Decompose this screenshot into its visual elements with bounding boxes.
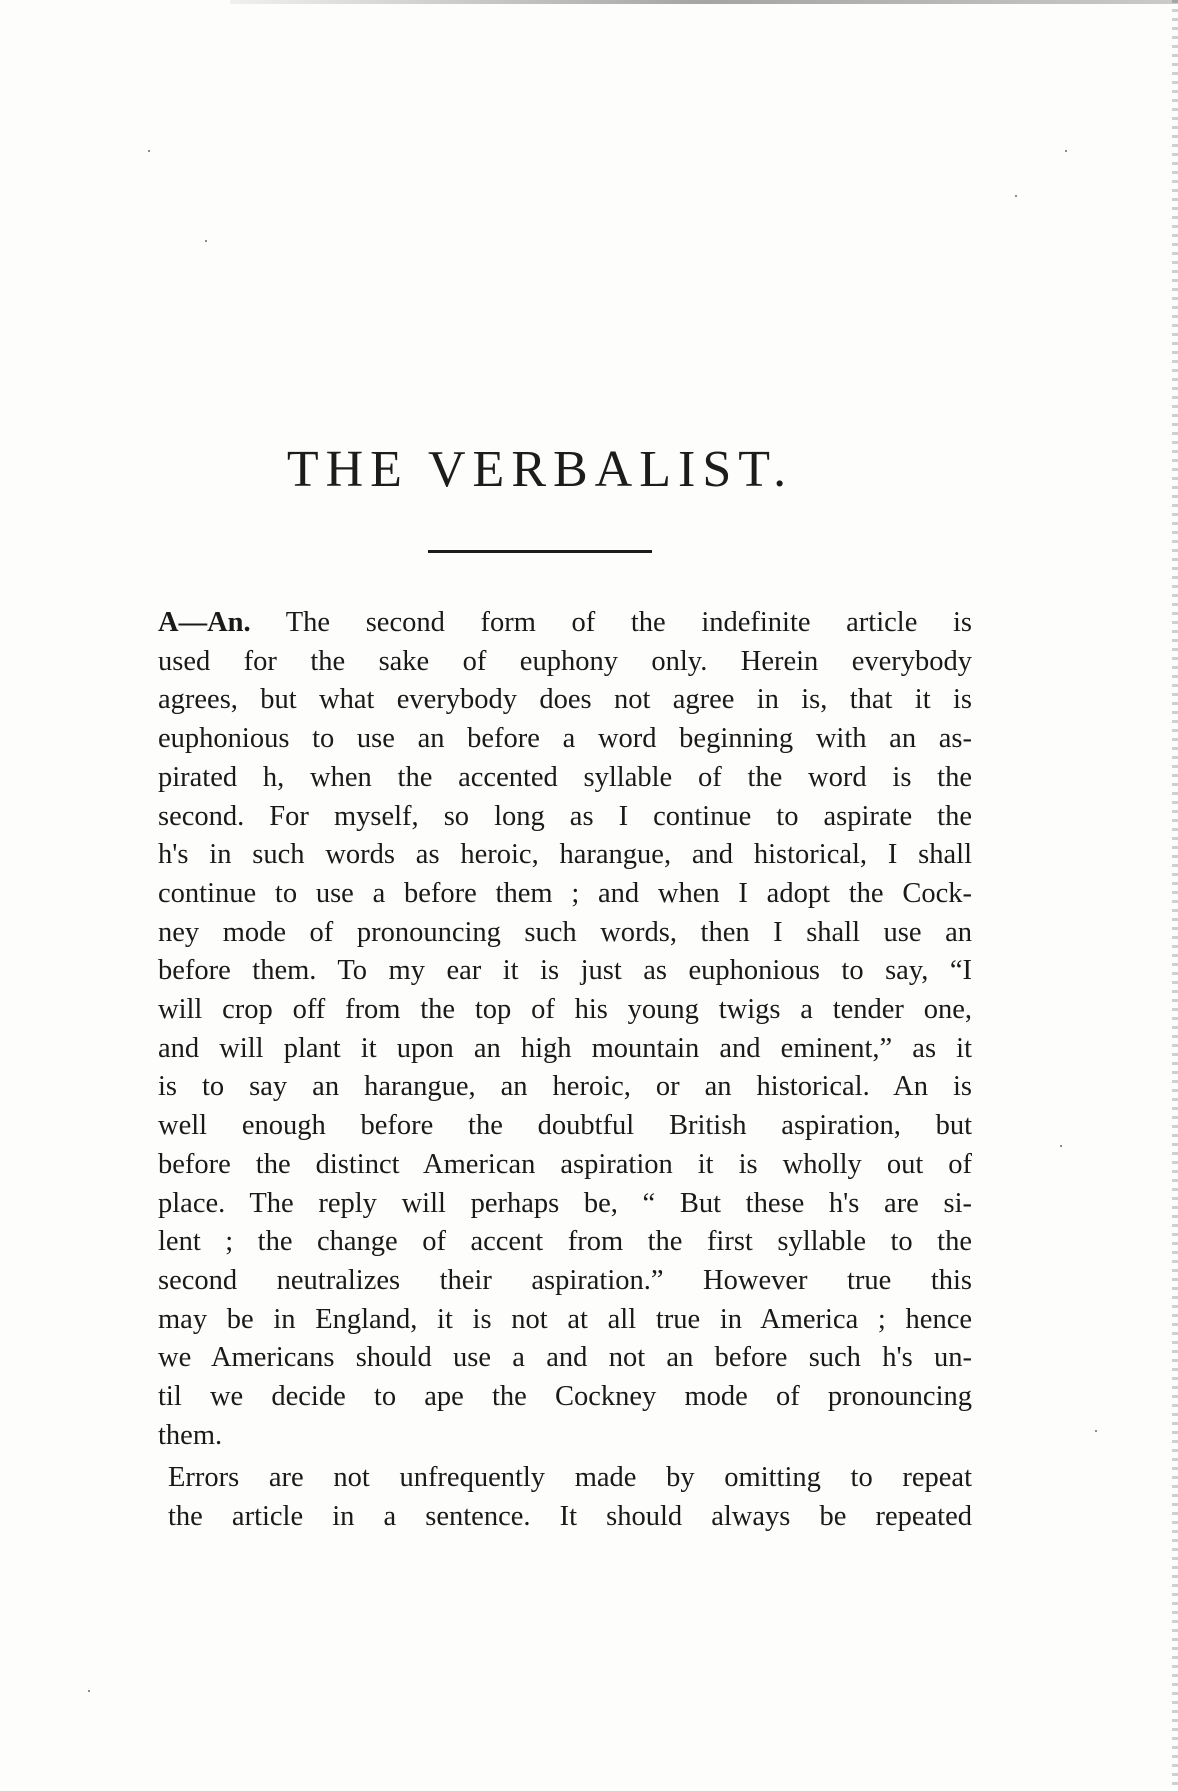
text-line: and will plant it upon an high mountain and eminent,” as it [158, 1032, 972, 1064]
text-line: the article in a sentence. It should always be repeated [168, 1501, 972, 1533]
paper-speck [148, 150, 150, 152]
paper-speck [1065, 150, 1067, 152]
text-line: second neutralizes their aspiration.” However true this [158, 1264, 972, 1296]
text-line: place. The reply will perhaps be, “ But these h's are si- [158, 1187, 972, 1219]
paper-speck [1060, 1145, 1062, 1147]
text-line: lent ; the change of accent from the first syllable to the [158, 1226, 972, 1258]
text-line: til we decide to ape the Cockney mode of pronouncing [158, 1381, 972, 1413]
text-line: before them. To my ear it is just as euphonious to say, “I [158, 955, 972, 987]
text-line: ney mode of pronouncing such words, then I shall use an [158, 916, 972, 948]
title-divider [428, 550, 652, 553]
entry-headword: A—An. [158, 607, 251, 638]
scan-top-edge [230, 0, 1178, 4]
text-line: second. For myself, so long as I continue to aspirate the [158, 800, 972, 832]
text-line: pirated h, when the accented syllable of the word is the [158, 761, 972, 793]
paper-speck [205, 240, 207, 242]
entry-paragraph-1 [112, 604, 972, 1455]
text-line: we Americans should use a and not an before such h's un- [158, 1342, 972, 1374]
text-line: before the distinct American aspiration it is wholly out of [158, 1148, 972, 1180]
text-line: used for the sake of euphony only. Herein everybody [158, 645, 972, 677]
text-line: h's in such words as heroic, harangue, and historical, I shall [158, 839, 972, 871]
text-line: well enough before the doubtful British aspiration, but [158, 1110, 972, 1142]
paper-speck [1095, 1430, 1097, 1432]
paper-speck [88, 1690, 90, 1692]
scan-right-edge [1172, 0, 1178, 1791]
text-line: may be in England, it is not at all true in America ; hence [158, 1303, 972, 1335]
text-line: them. [158, 1419, 223, 1451]
text-line: A—An. The second form of the indefinite article is [158, 607, 972, 638]
text-line: euphonious to use an before a word beginning with an as- [158, 723, 972, 755]
text-line: is to say an harangue, an heroic, or an historical. An is [158, 1071, 972, 1103]
text-line: will crop off from the top of his young twigs a tender one, [158, 994, 972, 1026]
page-title: THE VERBALIST. [286, 441, 794, 498]
paper-speck [1015, 195, 1017, 197]
text-line: Errors are not unfrequently made by omitting to repeat [168, 1462, 972, 1494]
text-line: continue to use a before them ; and when I adopt the Cock- [158, 877, 972, 909]
text-line: agrees, but what everybody does not agree in is, that it is [158, 684, 972, 716]
entry-paragraph-2 [112, 1459, 972, 1536]
entry-body [112, 604, 972, 1537]
